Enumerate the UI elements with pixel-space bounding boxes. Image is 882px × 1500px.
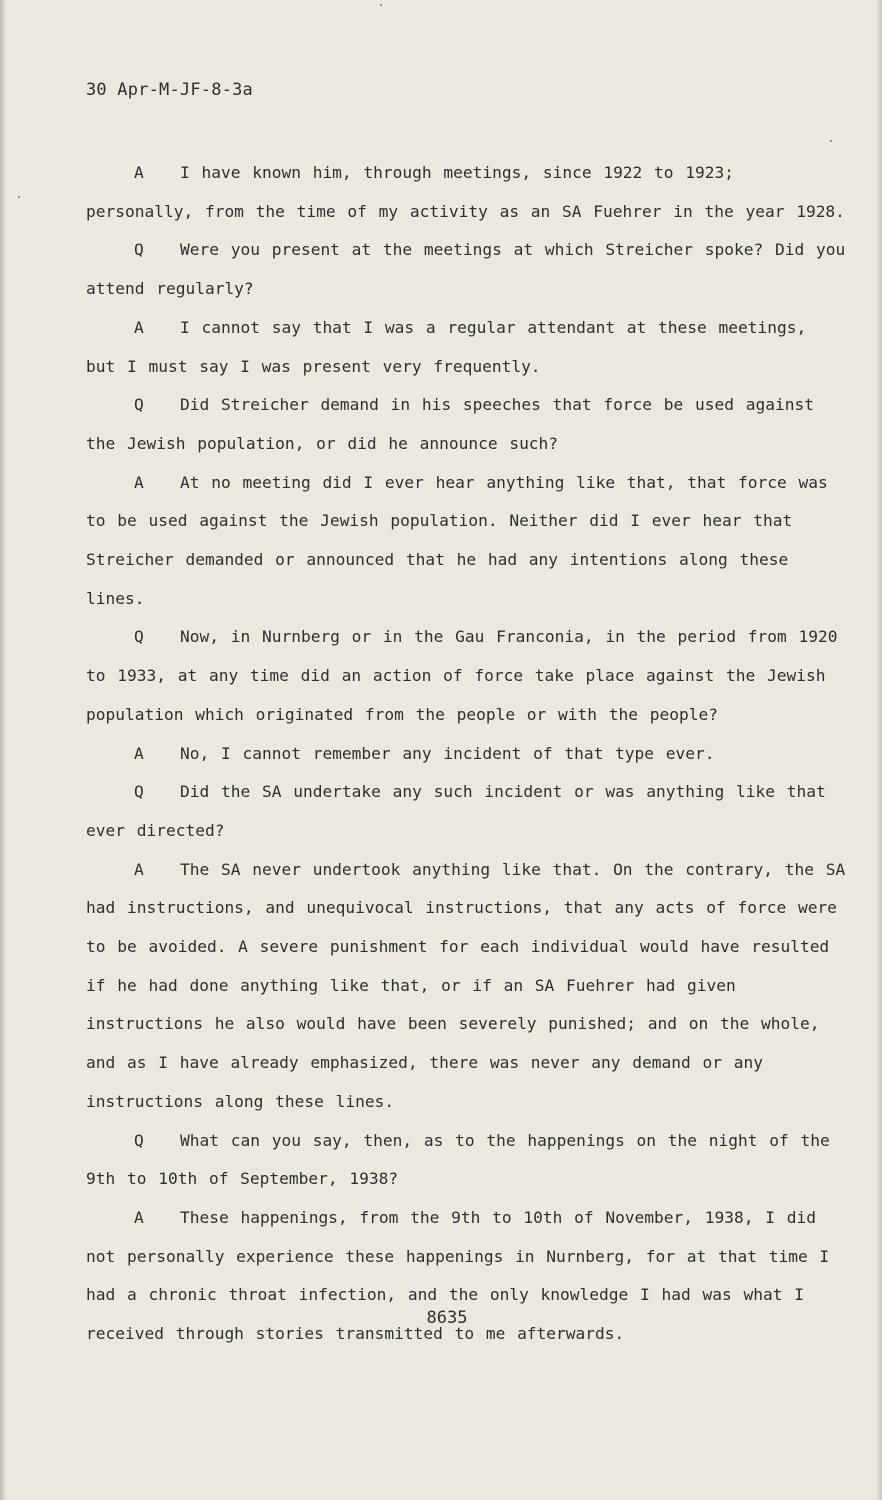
- speaker-label: Q: [134, 782, 144, 802]
- speaker-label: Q: [134, 240, 144, 260]
- transcript-paragraph: [86, 309, 846, 386]
- paragraph-text: The SA never undertook anything like that. On the contrary, the SA had instructions, and unequivocal instructions, that any acts of force were to be avoided. A severe punishment for each individual would have resulted if he had done anything like that, or if an SA Fuehrer had given instructions he also would have been severely punished; and on the whole, and as I have already emphasized, there was never any demand or any instructions along these lines.: [86, 859, 846, 1111]
- paragraph-text: Now, in Nurnberg or in the Gau Franconia, in the period from 1920 to 1933, at any time did an action of force take place against the Jewish population which originated from the people or with the people?: [86, 627, 838, 724]
- paragraph-text: No, I cannot remember any incident of that type ever.: [180, 743, 715, 763]
- paper-speck: [380, 4, 382, 6]
- paragraph-text: At no meeting did I ever hear anything like that, that force was to be used against the Jewish population. Neither did I ever hear that Streicher demanded or announced that he had any intentions along these lines.: [86, 472, 828, 608]
- page-edge-shadow-left: [0, 0, 6, 1500]
- speaker-label: A: [134, 743, 144, 763]
- page-identifier: 30 Apr-M-JF-8-3a: [86, 80, 253, 100]
- speaker-label: A: [134, 163, 144, 182]
- speaker-label: A: [134, 472, 144, 492]
- transcript-paragraph: [86, 618, 846, 734]
- page-edge-shadow-right: [876, 0, 882, 1500]
- transcript-paragraph: [86, 1122, 846, 1199]
- transcript-paragraph: [86, 773, 846, 850]
- transcript-paragraph: [86, 154, 846, 231]
- speaker-label: A: [134, 1207, 144, 1227]
- transcript-paragraph: [86, 851, 846, 1122]
- transcript-paragraph: [86, 386, 846, 463]
- paragraph-text: Were you present at the meetings at which Streicher spoke? Did you attend regularly?: [86, 240, 846, 299]
- transcript-paragraph: [86, 735, 846, 774]
- page-number: 8635: [426, 1308, 468, 1328]
- paragraph-text: I cannot say that I was a regular attendant at these meetings, but I must say I was present very frequently.: [86, 317, 807, 376]
- transcript-paragraph: [86, 464, 846, 619]
- transcript-paragraph: [86, 231, 846, 308]
- paragraph-text: These happenings, from the 9th to 10th of November, 1938, I did not personally experience these happenings in Nurnberg, for at that time I had a chronic throat infection, and the only knowledge I had was what I received through stories transmitted to me afterwards.: [86, 1207, 830, 1344]
- paragraph-text: Did the SA undertake any such incident or was anything like that ever directed?: [86, 782, 826, 840]
- paragraph-text: What can you say, then, as to the happenings on the night of the 9th to 10th of September, 1938?: [86, 1130, 830, 1189]
- paper-speck: [18, 196, 20, 198]
- speaker-label: Q: [134, 1130, 144, 1150]
- speaker-label: A: [134, 859, 144, 879]
- speaker-label: Q: [134, 395, 144, 415]
- transcript-paragraph: [86, 1199, 846, 1354]
- transcript-body: [86, 154, 846, 1354]
- speaker-label: A: [134, 317, 144, 337]
- paper-speck: [830, 140, 832, 142]
- paragraph-text: Did Streicher demand in his speeches that force be used against the Jewish population, or did he announce such?: [86, 395, 814, 453]
- speaker-label: Q: [134, 627, 144, 647]
- paragraph-text: I have known him, through meetings, since 1922 to 1923; personally, from the time of my activity as an SA Fuehrer in the year 1928.: [86, 163, 845, 221]
